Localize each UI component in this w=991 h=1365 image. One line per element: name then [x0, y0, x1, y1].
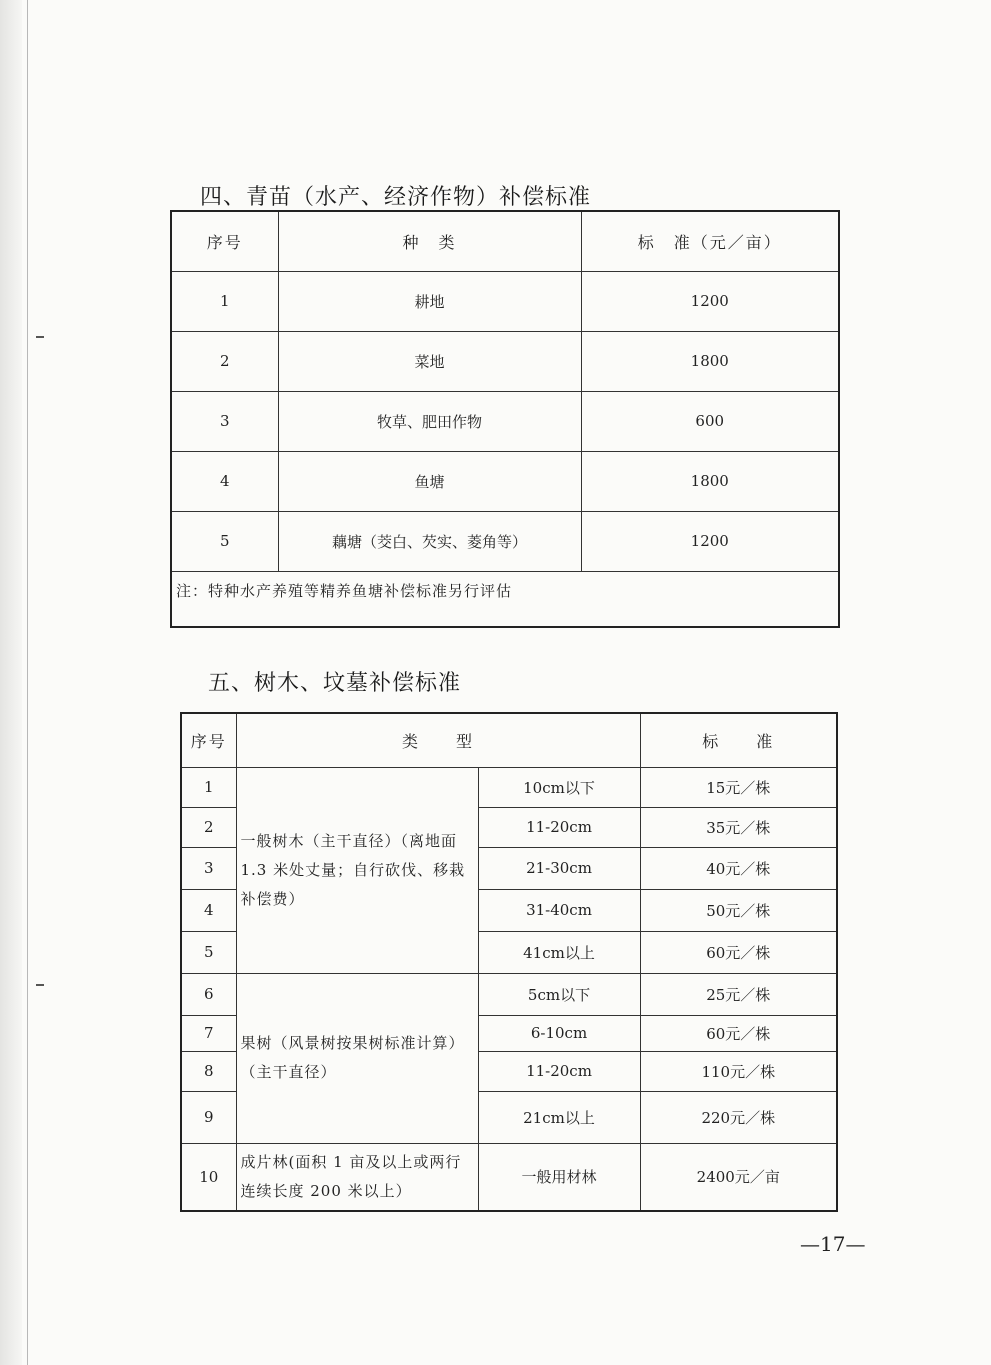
row-standard: 1200: [581, 511, 839, 571]
table-row: [171, 271, 839, 331]
row-size: 31-40cm: [478, 889, 640, 931]
row-no: 5: [171, 511, 278, 571]
row-no: 9: [181, 1091, 236, 1143]
row-standard: 50元／株: [640, 889, 837, 931]
table-row: [181, 767, 837, 807]
header-standard: 标 准（元／亩）: [581, 211, 839, 271]
row-no: 2: [181, 807, 236, 847]
row-standard: 25元／株: [640, 973, 837, 1015]
row-standard: 35元／株: [640, 807, 837, 847]
row-no: 3: [171, 391, 278, 451]
tree-compensation-table: [180, 712, 838, 1212]
row-no: 2: [171, 331, 278, 391]
row-standard: 1200: [581, 271, 839, 331]
category-fruit-trees: 果树（风景树按果树标准计算）（主干直径）: [236, 973, 478, 1143]
table-row: [181, 973, 837, 1015]
row-no: 4: [171, 451, 278, 511]
row-no: 3: [181, 847, 236, 889]
header-type: 类 型: [236, 713, 640, 767]
row-size: 21-30cm: [478, 847, 640, 889]
row-size: 一般用材林: [478, 1143, 640, 1211]
section-5-title: 五、树木、坟墓补偿标准: [208, 671, 462, 696]
row-size: 10cm以下: [478, 767, 640, 807]
row-size: 5cm以下: [478, 973, 640, 1015]
category-general-trees: 一般树木（主干直径）（离地面 1.3 米处丈量；自行砍伐、移栽补偿费）: [236, 767, 478, 973]
row-no: 7: [181, 1015, 236, 1051]
row-size: 41cm以上: [478, 931, 640, 973]
table-row: [171, 511, 839, 571]
row-no: 1: [181, 767, 236, 807]
table-row: [171, 331, 839, 391]
row-type: 牧草、肥田作物: [278, 391, 581, 451]
crop-compensation-table: [170, 210, 840, 628]
row-size: 6-10cm: [478, 1015, 640, 1051]
page-edge: [0, 0, 22, 1365]
table-row: [171, 391, 839, 451]
header-no: 序号: [181, 713, 236, 767]
row-no: 6: [181, 973, 236, 1015]
binding-mark: [36, 336, 44, 338]
row-no: 1: [171, 271, 278, 331]
row-size: 21cm以上: [478, 1091, 640, 1143]
row-type: 耕地: [278, 271, 581, 331]
row-standard: 15元／株: [640, 767, 837, 807]
category-forest: 成片林(面积 1 亩及以上或两行连续长度 200 米以上）: [236, 1143, 478, 1211]
header-standard: 标 准: [640, 713, 837, 767]
row-no: 8: [181, 1051, 236, 1091]
row-standard: 60元／株: [640, 931, 837, 973]
row-no: 4: [181, 889, 236, 931]
row-type: 鱼塘: [278, 451, 581, 511]
binding-line: [27, 0, 28, 1365]
row-standard: 600: [581, 391, 839, 451]
row-size: 11-20cm: [478, 1051, 640, 1091]
section-4-title: 四、青苗（水产、经济作物）补偿标准: [200, 185, 592, 210]
row-standard: 1800: [581, 331, 839, 391]
row-standard: 110元／株: [640, 1051, 837, 1091]
table-row: [171, 451, 839, 511]
row-standard: 2400元／亩: [640, 1143, 837, 1211]
table-note: 注：特种水产养殖等精养鱼塘补偿标准另行评估: [171, 571, 839, 627]
table-row: [181, 1143, 837, 1211]
row-standard: 1800: [581, 451, 839, 511]
header-type: 种 类: [278, 211, 581, 271]
row-no: 10: [181, 1143, 236, 1211]
header-no: 序号: [171, 211, 278, 271]
row-type: 藕塘（茭白、芡实、菱角等）: [278, 511, 581, 571]
binding-mark: [36, 984, 44, 986]
row-standard: 220元／株: [640, 1091, 837, 1143]
row-standard: 60元／株: [640, 1015, 837, 1051]
page-number: —17—: [800, 1232, 866, 1256]
row-standard: 40元／株: [640, 847, 837, 889]
row-type: 菜地: [278, 331, 581, 391]
row-size: 11-20cm: [478, 807, 640, 847]
row-no: 5: [181, 931, 236, 973]
